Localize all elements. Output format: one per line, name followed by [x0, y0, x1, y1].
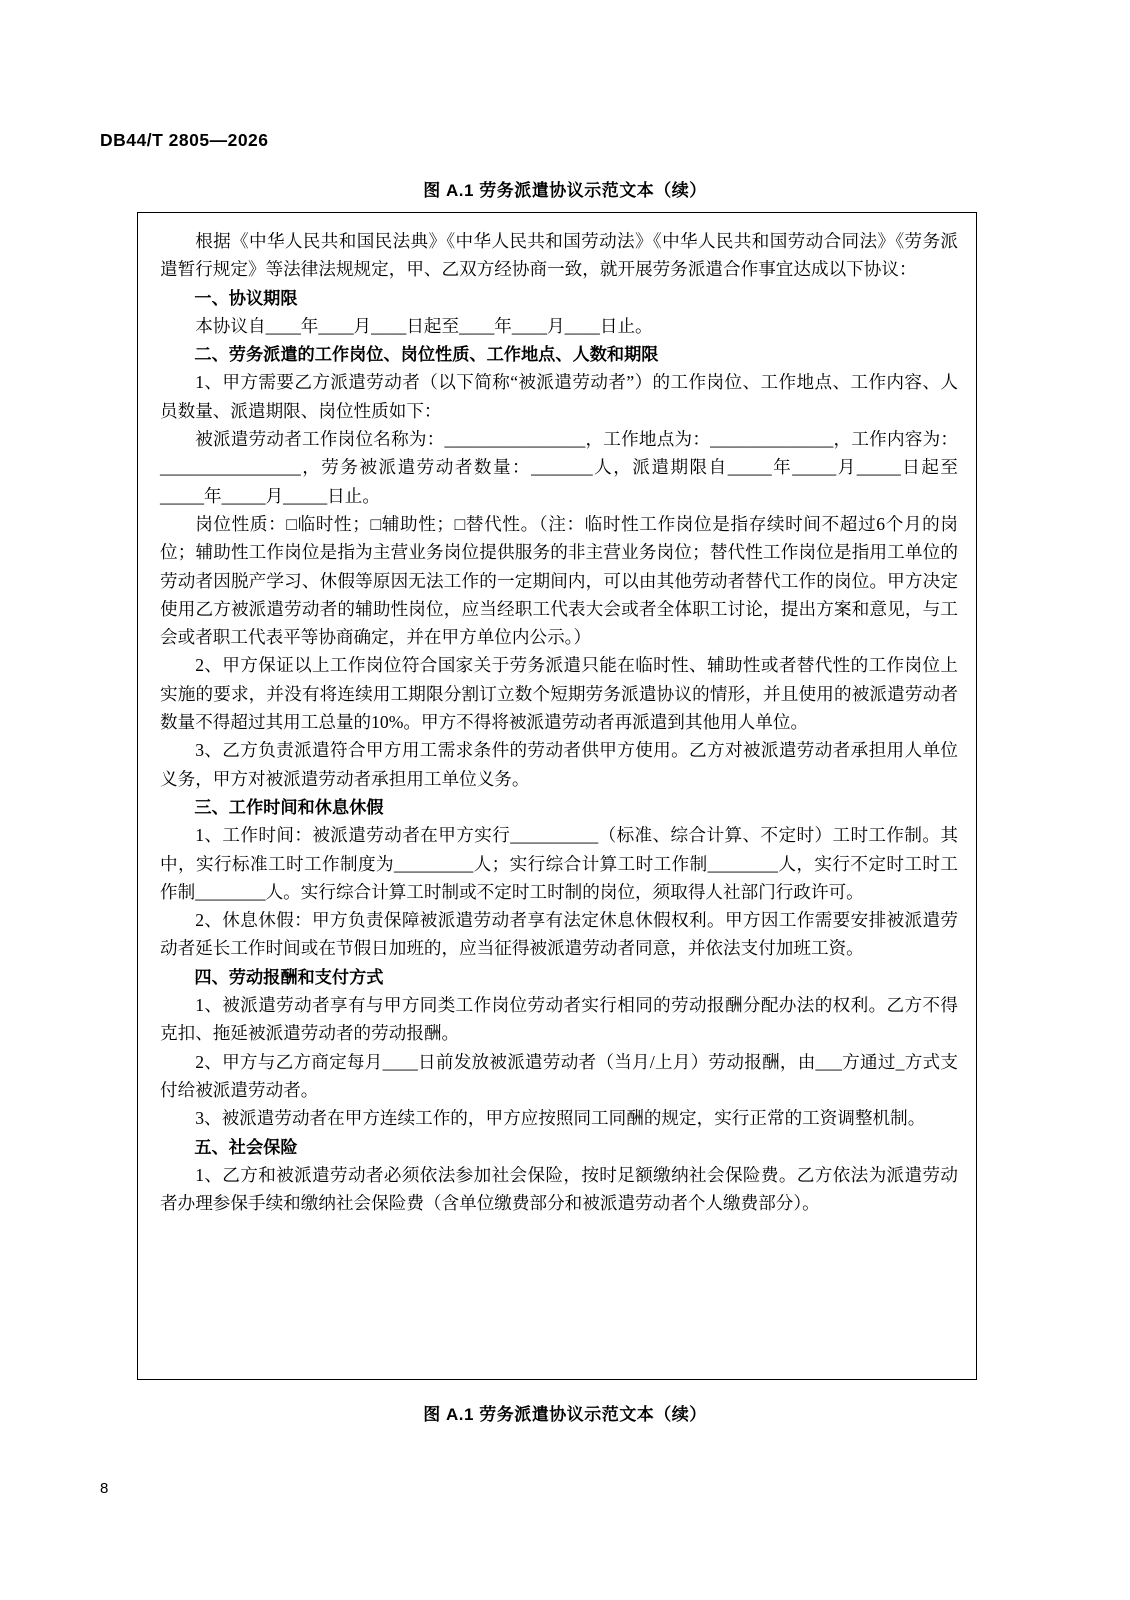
- section-heading-5: 五、社会保险: [194, 1136, 298, 1157]
- agreement-text-box: [137, 212, 977, 1380]
- section-heading-2: 二、劳务派遣的工作岗位、岗位性质、工作地点、人数和期限: [194, 344, 659, 365]
- paragraph-5-1: 1、乙方和被派遣劳动者必须依法参加社会保险，按时足额缴纳社会保险费。乙方依法为派遣劳动者办理参保手续和缴纳社会保险费（含单位缴费部分和被派遣劳动者个人缴费部分）。: [160, 1164, 958, 1214]
- paragraph-3-1: 1、工作时间：被派遣劳动者在甲方实行__________（标准、综合计算、不定时）工时工作制。其中，实行标准工时工作制度为_________人；实行综合计算工时工作制________人，实行不定时工时工作制________人。实行综合计算工时制或不定时工时制的岗位，须取得人社部门行政许可。: [160, 825, 958, 902]
- paragraph-4-2: 2、甲方与乙方商定每月____日前发放被派遣劳动者（当月/上月）劳动报酬，由___方通过_方式支付给被派遣劳动者。: [160, 1051, 958, 1100]
- paragraph-4-1: 1、被派遣劳动者享有与甲方同类工作岗位劳动者实行相同的劳动报酬分配办法的权利。乙方不得克扣、拖延被派遣劳动者的劳动报酬。: [160, 995, 958, 1044]
- paragraph-intro: 根据《中华人民共和国民法典》《中华人民共和国劳动法》《中华人民共和国劳动合同法》《劳务派遣暂行规定》等法律法规规定，甲、乙双方经协商一致，就开展劳务派遣合作事宜达成以下协议：: [160, 231, 958, 280]
- standard-number-header: DB44/T 2805—2026: [100, 130, 269, 150]
- section-heading-1: 一、协议期限: [194, 287, 298, 308]
- paragraph-2-5: 3、乙方负责派遣符合甲方用工需求条件的劳动者供甲方使用。乙方对被派遣劳动者承担用人单位义务，甲方对被派遣劳动者承担用工单位义务。: [160, 740, 958, 789]
- section-heading-4: 四、劳动报酬和支付方式: [194, 966, 384, 987]
- paragraph-4-3: 3、被派遣劳动者在甲方连续工作的，甲方应按照同工同酬的规定，实行正常的工资调整机制。: [195, 1108, 926, 1129]
- page-number: 8: [100, 1480, 109, 1497]
- paragraph-2-3: 岗位性质：□临时性；□辅助性；□替代性。（注：临时性工作岗位是指存续时间不超过6个月的岗位；辅助性工作岗位是指为主营业务岗位提供服务的非主营业务岗位；替代性工作岗位是指用工单位的劳动者因脱产学习、休假等原因无法工作的一定期间内，可以由其他劳动者替代工作的岗位。甲方决定使用乙方被派遣劳动者的辅助性岗位，应当经职工代表大会或者全体职工讨论，提出方案和意见，与工会或者职工代表平等协商确定，并在甲方单位内公示。）: [160, 513, 958, 648]
- paragraph-2-2: 被派遣劳动者工作岗位名称为：________________，工作地点为：______________，工作内容为：________________，劳务被派遣劳动者数量：_______人，派遣期限自_____年_____月_____日起至_____年_____月_____日止。: [160, 429, 958, 506]
- paragraph-3-2: 2、休息休假：甲方负责保障被派遣劳动者享有法定休息休假权利。甲方因工作需要安排被派遣劳动者延长工作时间或在节假日加班的，应当征得被派遣劳动者同意，并依法支付加班工资。: [160, 910, 958, 959]
- paragraph-1-1: 本协议自____年____月____日起至____年____月____日止。: [195, 315, 653, 336]
- paragraph-2-1: 1、甲方需要乙方派遣劳动者（以下简称“被派遣劳动者”）的工作岗位、工作地点、工作内容、人员数量、派遣期限、岗位性质如下：: [160, 372, 958, 421]
- paragraph-2-4: 2、甲方保证以上工作岗位符合国家关于劳务派遣只能在临时性、辅助性或者替代性的工作岗位上实施的要求，并没有将连续用工期限分割订立数个短期劳务派遣协议的情形，并且使用的被派遣劳动者数量不得超过其用工总量的10%。甲方不得将被派遣劳动者再派遣到其他用人单位。: [160, 655, 958, 733]
- figure-caption-bottom: 图 A.1 劳务派遣协议示范文本（续）: [423, 1405, 707, 1424]
- section-heading-3: 三、工作时间和休息休假: [194, 796, 384, 817]
- figure-caption-top: 图 A.1 劳务派遣协议示范文本（续）: [423, 181, 707, 200]
